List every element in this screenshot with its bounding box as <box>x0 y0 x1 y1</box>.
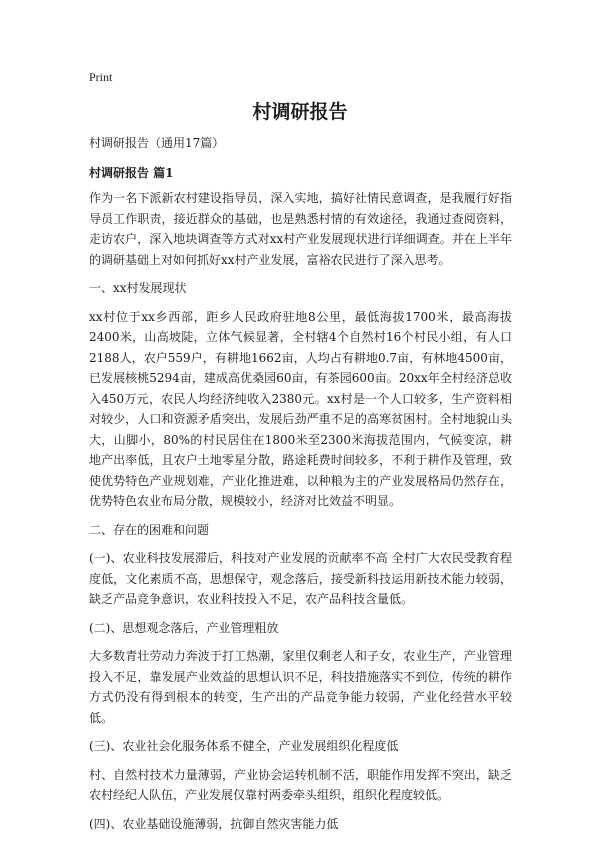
document-subtitle: 村调研报告（通用17篇） <box>89 136 225 150</box>
problem-1-paragraph: (一)、农业科技发展滞后，科技对产业发展的贡献率不高 全村广大农民受教育程度低，文化素质不高，思想保守，观念落后，接受新科技运用新技术能力较弱，缺乏产品竞争意识，农业科技投入不足，农产品科技含量低。 <box>89 551 512 606</box>
document-title: 村调研报告 <box>252 101 348 123</box>
problem-3-paragraph: 村、自然村技术力量薄弱，产业协会运转机制不活，职能作用发挥不突出，缺乏农村经纪人队伍，产业发展仅靠村两委牵头组织，组织化程度较低。 <box>89 767 512 802</box>
status-paragraph: xx村位于xx乡西部，距乡人民政府驻地8公里，最低海拔1700米，最高海拔2400米，山高坡陡，立体气候显著，全村辖4个自然村16个村民小组，有人口2188人，农户559户，有耕地1662亩，人均占有耕地0.7亩，有林地4500亩，已发展核桃5294亩，建成高优桑园60亩，有茶园600亩。20xx年全村经济总收入450万元，农民人均经济纯收入2380元。xx村是一个人口较多，生产资料相对较少，人口和资源矛盾突出，发展后劲严重不足的高寒贫困村。全村地貌山头大，山脚小，80%的村民居住在1800米至2300米海拔范围内，气候变凉，耕地产出率低，且农户土地零星分散，路途耗费时间较多，不利于耕作及管理，致使优势特色产业规划难，产业化推进难，以种粮为主的产业发展格局仍然存在，优势特色农业布局分散，规模较小，经济对比效益不明显。 <box>89 309 512 508</box>
intro-paragraph: 作为一名下派新农村建设指导员，深入实地，搞好社情民意调查，是我履行好指导员工作职责，接近群众的基础，也是熟悉村情的有效途径，我通过查阅资料，走访农户，深入地块调查等方式对xx村产业发展现状进行详细调查。并在上半年的调研基础上对如何抓好xx村产业发展，富裕农民进行了深入思考。 <box>89 191 512 267</box>
print-label: Print <box>89 70 113 84</box>
document-body <box>89 133 512 842</box>
heading-problem-2: (二)、思想观念落后，产业管理粗放 <box>89 620 279 635</box>
heading-problems: 二、存在的困难和问题 <box>89 522 210 537</box>
heading-problem-3: (三)、农业社会化服务体系不健全，产业发展组织化程度低 <box>89 739 399 753</box>
heading-current-status: 一、xx村发展现状 <box>89 281 187 295</box>
section-title: 村调研报告 篇1 <box>89 165 174 180</box>
problem-2-paragraph: 大多数青壮劳动力奔波于打工热潮，家里仅剩老人和子女，农业生产，产业管理投入不足，靠发展产业效益的思想认识不足，科技措施落实不到位，传统的耕作方式仍没有得到根本的转变，生产出的产品竞争能力较弱，产业化经营水平较低。 <box>89 649 512 725</box>
heading-problem-4: (四)、农业基础设施薄弱，抗御自然灾害能力低 <box>89 816 339 831</box>
